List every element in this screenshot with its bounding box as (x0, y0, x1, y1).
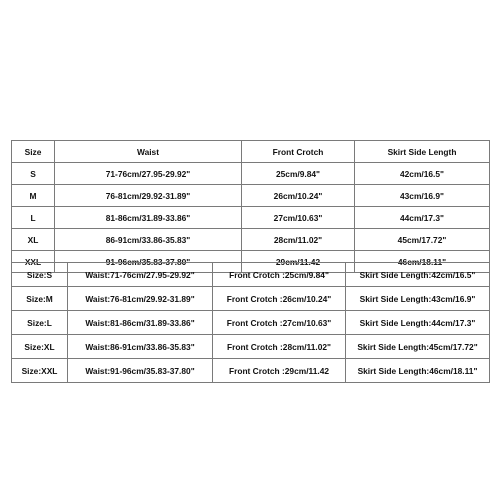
column-header-size: Size (12, 141, 55, 163)
table-row (12, 207, 490, 229)
size-cell: L (12, 207, 55, 229)
size-cell: Size:XL (12, 335, 68, 359)
table-header-row (12, 141, 490, 163)
front-crotch-cell: Front Crotch :27cm/10.63" (213, 311, 346, 335)
front-crotch-cell: Front Crotch :25cm/9.84" (213, 263, 346, 287)
size-cell: XXL (12, 251, 55, 273)
size-cell: M (12, 185, 55, 207)
waist-cell: 81-86cm/31.89-33.86" (55, 207, 242, 229)
skirt-side-length-cell: 43cm/16.9" (355, 185, 490, 207)
skirt-side-length-cell: 44cm/17.3" (355, 207, 490, 229)
column-header-skirt-side-length: Skirt Side Length (355, 141, 490, 163)
table-row (12, 163, 490, 185)
table-row (12, 263, 490, 287)
size-cell: Size:L (12, 311, 68, 335)
skirt-side-length-cell: Skirt Side Length:43cm/16.9" (346, 287, 490, 311)
front-crotch-cell: 25cm/9.84" (242, 163, 355, 185)
waist-cell: Waist:86-91cm/33.86-35.83" (68, 335, 213, 359)
waist-cell: 91-96cm/35.83-37.80" (55, 251, 242, 273)
waist-cell: 76-81cm/29.92-31.89" (55, 185, 242, 207)
waist-cell: Waist:91-96cm/35.83-37.80" (68, 359, 213, 383)
skirt-side-length-cell: Skirt Side Length:46cm/18.11" (346, 359, 490, 383)
table-row (12, 185, 490, 207)
waist-cell: Waist:76-81cm/29.92-31.89" (68, 287, 213, 311)
column-header-waist: Waist (55, 141, 242, 163)
table-row (12, 335, 490, 359)
front-crotch-cell: Front Crotch :26cm/10.24" (213, 287, 346, 311)
front-crotch-cell: 28cm/11.02" (242, 229, 355, 251)
front-crotch-cell: 27cm/10.63" (242, 207, 355, 229)
table-row (12, 311, 490, 335)
size-cell: Size:XXL (12, 359, 68, 383)
size-cell: Size:S (12, 263, 68, 287)
waist-cell: Waist:81-86cm/31.89-33.86" (68, 311, 213, 335)
waist-cell: 86-91cm/33.86-35.83" (55, 229, 242, 251)
skirt-side-length-cell: 45cm/17.72" (355, 229, 490, 251)
size-chart-table (11, 140, 490, 273)
front-crotch-cell: Front Crotch :28cm/11.02" (213, 335, 346, 359)
table-row (12, 287, 490, 311)
waist-cell: 71-76cm/27.95-29.92" (55, 163, 242, 185)
column-header-front-crotch: Front Crotch (242, 141, 355, 163)
skirt-side-length-cell: Skirt Side Length:44cm/17.3" (346, 311, 490, 335)
front-crotch-cell: 26cm/10.24" (242, 185, 355, 207)
table-row (12, 359, 490, 383)
size-cell: Size:M (12, 287, 68, 311)
skirt-side-length-cell: Skirt Side Length:45cm/17.72" (346, 335, 490, 359)
waist-cell: Waist:71-76cm/27.95-29.92" (68, 263, 213, 287)
skirt-side-length-cell: 46cm/18.11" (355, 251, 490, 273)
size-detail-table (11, 262, 490, 383)
table-row (12, 229, 490, 251)
skirt-side-length-cell: Skirt Side Length:42cm/16.5" (346, 263, 490, 287)
front-crotch-cell: Front Crotch :29cm/11.42 (213, 359, 346, 383)
size-cell: S (12, 163, 55, 185)
front-crotch-cell: 29cm/11.42 (242, 251, 355, 273)
size-cell: XL (12, 229, 55, 251)
skirt-side-length-cell: 42cm/16.5" (355, 163, 490, 185)
